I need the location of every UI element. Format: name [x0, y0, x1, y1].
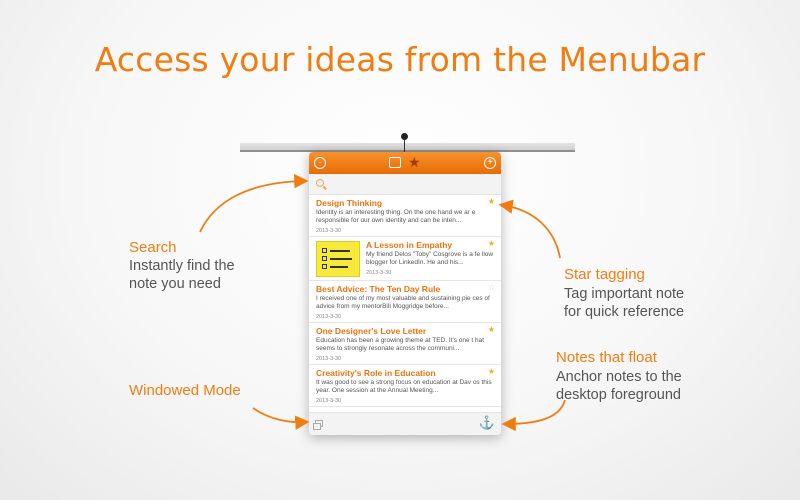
star-outline-icon[interactable]: ☆ [487, 283, 495, 292]
note-body: My friend Delos "Toby" Cosgrove is a fe llow blogger for LinkedIn. He and his... [366, 251, 494, 266]
callout-float-desc-2: desktop foreground [556, 387, 681, 403]
add-icon[interactable]: + [484, 157, 496, 169]
callout-float-desc-1: Anchor notes to the [556, 369, 682, 385]
note-date: 2013-3-30 [316, 398, 342, 404]
star-icon[interactable]: ★ [408, 154, 421, 170]
callout-star-title: Star tagging [564, 266, 645, 283]
arrow-windowed [253, 408, 306, 422]
note-title: Design Thinking [316, 198, 383, 208]
callout-float-title: Notes that float [556, 349, 657, 366]
callout-search-desc-1: Instantly find the [129, 258, 235, 274]
callout-star-desc-1: Tag important note [564, 286, 685, 302]
note-body: It was good to see a strong focus on education at Dav os this year. One session at the Annual Meeting... [316, 379, 492, 394]
arrow-star [502, 205, 560, 258]
star-icon[interactable]: ★ [487, 367, 495, 376]
star-icon[interactable]: ★ [487, 197, 495, 206]
note-title: Creativity's Role in Education [316, 368, 436, 378]
note-date: 2013-3-30 [316, 356, 342, 362]
anchor-icon[interactable]: ⚓ [478, 415, 495, 430]
callout-search-desc-2: note you need [129, 276, 221, 292]
settings-icon[interactable]: · [314, 157, 326, 169]
arrow-search [200, 181, 305, 232]
headline: Access your ideas from the Menubar [94, 40, 706, 79]
star-icon[interactable]: ★ [487, 239, 495, 248]
callout-windowed-title: Windowed Mode [129, 382, 241, 399]
callout-search-title: Search [129, 239, 177, 256]
note-date: 2013-3-30 [316, 228, 342, 234]
note-body: I received one of my most valuable and sustaining pie ces of advice from my mentorBill Moggridge before... [316, 295, 490, 310]
callout-star-desc-2: for quick reference [564, 304, 685, 320]
note-body: Identity is an interesting thing. On the one hand we ar e responsible for our own identity and can be inten... [316, 209, 476, 224]
note-body: Education has been a growing theme at TED. It's one t hat seems to strongly resonate across the communi... [316, 337, 485, 352]
note-title: One Designer's Love Letter [316, 326, 427, 336]
note-date: 2013-3-30 [366, 270, 392, 276]
note-title: Best Advice: The Ten Day Rule [316, 284, 441, 294]
arrow-float [505, 400, 565, 424]
note-title: A Lesson in Empathy [366, 240, 453, 250]
star-icon[interactable]: ★ [487, 325, 495, 334]
note-date: 2013-3-30 [316, 314, 342, 320]
